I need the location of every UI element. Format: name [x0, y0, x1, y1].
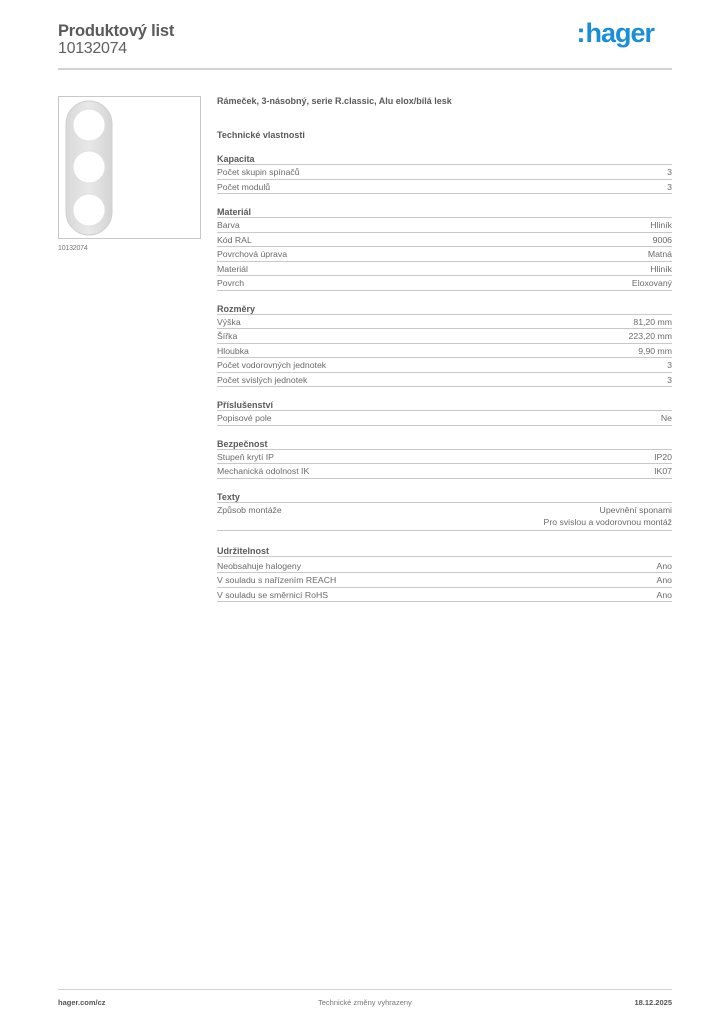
table-row — [217, 329, 672, 344]
footer-website-link[interactable]: hager.com/cz — [58, 998, 106, 1007]
footer-notice: Technické změny vyhrazeny — [318, 998, 412, 1007]
table-row — [217, 247, 672, 262]
table-row — [217, 233, 672, 248]
table-row — [217, 218, 672, 233]
table-row — [217, 358, 672, 373]
section-accessories — [217, 399, 672, 426]
section-capacity — [217, 153, 672, 194]
row-value: IP20 — [654, 451, 672, 462]
section-title: Kapacita — [217, 153, 672, 165]
row-label: Počet svislých jednotek — [217, 374, 308, 385]
table-row — [217, 373, 672, 388]
row-value: 9,90 mm — [638, 345, 672, 356]
row-label: Povrchová úprava — [217, 249, 288, 259]
section-safety — [217, 438, 672, 479]
section-title: Bezpečnost — [217, 438, 672, 450]
row-label: Hloubka — [217, 345, 249, 356]
product-details — [217, 95, 672, 602]
section-material — [217, 206, 672, 291]
row-value: Hliník — [650, 263, 672, 274]
row-label: Popisové pole — [217, 413, 272, 423]
footer-divider — [58, 989, 672, 990]
section-texts — [217, 491, 672, 531]
row-label: Barva — [217, 220, 240, 230]
row-value: Ne — [660, 413, 672, 423]
row-value: Ano — [656, 575, 672, 585]
row-label: Mechanická odolnost IK — [217, 466, 310, 476]
image-caption: 10132074 — [58, 245, 88, 252]
table-row — [217, 464, 672, 479]
section-sustainability — [217, 545, 672, 603]
header-divider — [58, 68, 672, 70]
row-value: IK07 — [654, 466, 672, 476]
table-row — [217, 276, 672, 291]
row-value: 223,20 mm — [628, 331, 672, 341]
frame-3-gang-image — [59, 97, 200, 238]
row-value: 9006 — [652, 234, 672, 245]
row-label: V souladu se směrnicí RoHS — [217, 589, 329, 600]
row-label: Stupeň krytí IP — [217, 451, 274, 462]
table-row — [217, 344, 672, 359]
table-row — [217, 411, 672, 426]
section-title: Udržitelnost — [217, 545, 672, 557]
row-value: 3 — [667, 360, 672, 370]
product-number: 10132074 — [58, 40, 127, 57]
page-header — [58, 20, 672, 70]
row-value-line: Pro svislou a vodorovnou montáž — [543, 517, 672, 527]
row-value: Hliník — [650, 220, 672, 230]
row-label: Neobsahuje halogeny — [217, 560, 302, 571]
table-row — [217, 559, 672, 574]
row-label: Kód RAL — [217, 234, 252, 245]
row-label: Počet modulů — [217, 181, 271, 192]
row-value-line: Upevnění sponami — [599, 504, 672, 515]
technical-properties-heading: Technické vlastnosti — [217, 130, 305, 140]
table-row — [217, 315, 672, 330]
row-label: Výška — [217, 316, 241, 327]
section-title: Materiál — [217, 206, 672, 218]
row-value: Ano — [656, 560, 672, 571]
row-label: Počet skupin spínačů — [217, 167, 300, 177]
row-label: Počet vodorovných jednotek — [217, 360, 327, 370]
table-row — [217, 503, 672, 531]
row-value: Ano — [656, 589, 672, 600]
row-label: Povrch — [217, 278, 245, 288]
table-row — [217, 180, 672, 195]
row-label: Šířka — [217, 331, 238, 341]
page-title: Produktový list — [58, 22, 175, 40]
section-title: Texty — [217, 491, 672, 503]
row-value — [544, 504, 672, 529]
section-title: Příslušenství — [217, 399, 672, 411]
row-value: 3 — [667, 167, 672, 177]
logo-text: hager — [585, 18, 654, 48]
row-label: V souladu s nařízením REACH — [217, 575, 337, 585]
table-row — [217, 450, 672, 465]
footer-date: 18.12.2025 — [634, 998, 672, 1007]
row-label: Materiál — [217, 263, 248, 274]
product-image — [58, 96, 201, 239]
row-value: 3 — [667, 374, 672, 385]
table-row — [217, 573, 672, 588]
logo-prefix: : — [576, 18, 585, 48]
row-label: Způsob montáže — [217, 504, 282, 515]
table-row — [217, 262, 672, 277]
table-row — [217, 588, 672, 603]
row-value: Matná — [647, 249, 672, 259]
section-title: Rozměry — [217, 303, 672, 315]
product-name: Rámeček, 3-násobný, serie R.classic, Alu elox/bílá lesk — [217, 96, 452, 106]
section-dimensions — [217, 303, 672, 388]
row-value: Eloxovaný — [631, 278, 672, 288]
row-value: 81,20 mm — [633, 316, 672, 327]
row-value: 3 — [667, 181, 672, 192]
table-row — [217, 165, 672, 180]
hager-logo — [576, 18, 654, 49]
